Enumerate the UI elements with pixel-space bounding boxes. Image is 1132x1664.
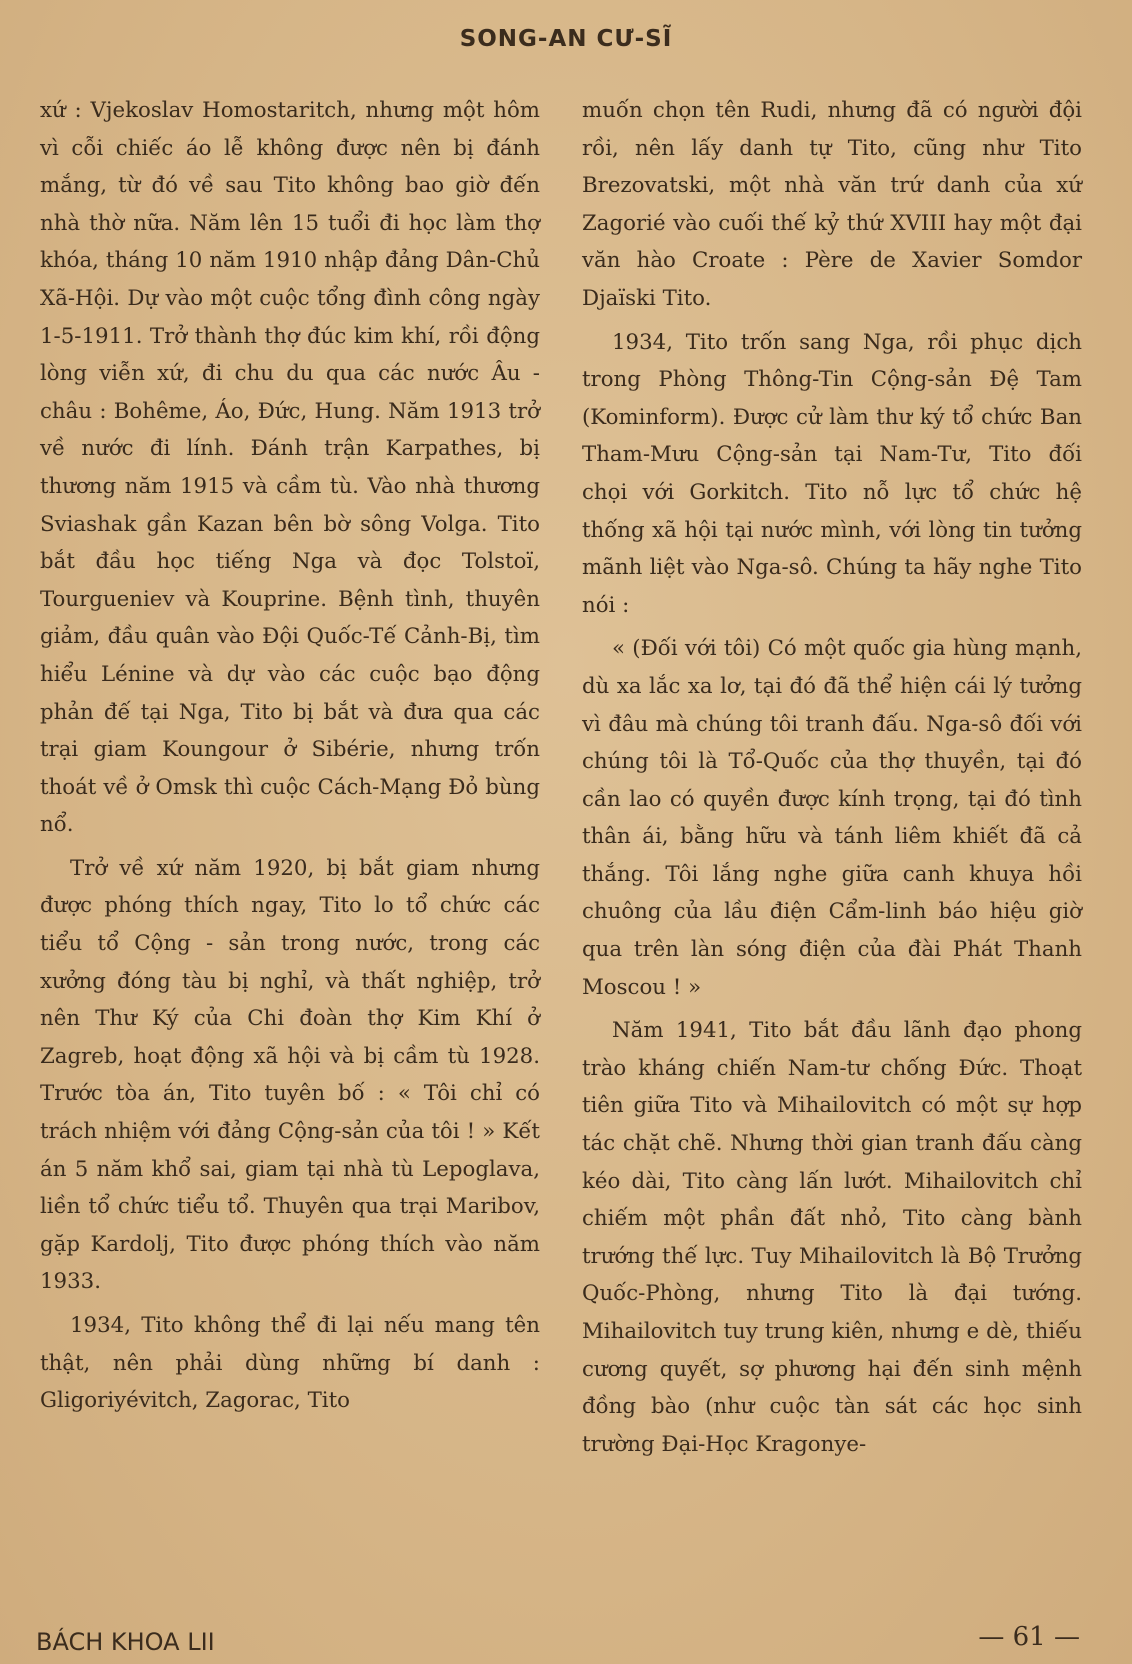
page-number: — 61 — xyxy=(978,1622,1080,1652)
quote-paragraph: « (Đối với tôi) Có một quốc gia hùng mạnh, dù xa lắc xa lơ, tại đó đã thể hiện cái lý tưởng vì đâu mà chúng tôi tranh đấu. Nga-sô đối với chúng tôi là Tổ-Quốc của thợ thuyền, tại đó cần lao có quyền được kính trọng, tại đó tình thân ái, bằng hữu và tánh liêm khiết đã cả thắng. Tôi lắng nghe giữa canh khuya hồi chuông của lầu điện Cẩm-linh báo hiệu giờ qua trên làn sóng điện của đài Phát Thanh Moscou ! » xyxy=(582,636,1082,1000)
paragraph: xứ : Vjekoslav Homostaritch, nhưng một hôm vì cỗi chiếc áo lễ không được nên bị đánh mắng, từ đó về sau Tito không bao giờ đến nhà thờ nữa. Năm lên 15 tuổi đi học làm thợ khóa, tháng 10 năm 1910 nhập đảng Dân-Chủ Xã-Hội. Dự vào một cuộc tổng đình công ngày 1-5-1911. Trở thành thợ đúc kim khí, rồi động lòng viễn xứ, đi chu du qua các nước Âu - châu : Bohême, Áo, Đức, Hung. Năm 1913 trở về nước đi lính. Đánh trận Karpathes, bị thương năm 1915 và cầm tù. Vào nhà thương Sviashak gần Kazan bên bờ sông Volga. Tito bắt đầu học tiếng Nga và đọc Tolstoï, Tourgueniev và Kouprine. Bệnh tình, thuyên giảm, đầu quân vào Đội Quốc-Tế Cảnh-Bị, tìm hiểu Lénine và dự vào các cuộc bạo động phản đế tại Nga, Tito bị bắt và đưa qua các trại giam Koungour ở Sibérie, nhưng trốn thoát về ở Omsk thì cuộc Cách-Mạng Đỏ bùng nổ. xyxy=(40,98,540,838)
paragraph: 1934, Tito trốn sang Nga, rồi phục dịch trong Phòng Thông-Tin Cộng-sản Đệ Tam (Kominform). Được cử làm thư ký tổ chức Ban Tham-Mưu Cộng-sản tại Nam-Tư, Tito đối chọi với Gorkitch. Tito nỗ lực tổ chức hệ thống xã hội tại nước mình, với lòng tin tưởng mãnh liệt vào Nga-sô. Chúng ta hãy nghe Tito nói : xyxy=(582,329,1082,618)
paragraph: Năm 1941, Tito bắt đầu lãnh đạo phong trào kháng chiến Nam-tư chống Đức. Thoạt tiên giữa Tito và Mihailovitch có một sự hợp tác chặt chẽ. Nhưng thời gian tranh đấu càng kéo dài, Tito càng lấn lướt. Mihailovitch chỉ chiếm một phần đất nhỏ, Tito càng bành trướng thế lực. Tuy Mihailovitch là Bộ Trưởng Quốc-Phòng, nhưng Tito là đại tướng. Mihailovitch tuy trung kiên, nhưng e dè, thiếu cương quyết, sợ phương hại đến sinh mệnh đồng bào (như cuộc tàn sát các học sinh trường Đại-Học Kragonye- xyxy=(582,1018,1082,1457)
left-column xyxy=(40,92,540,1426)
paragraph: muốn chọn tên Rudi, nhưng đã có người đội rồi, nên lấy danh tự Tito, cũng như Tito Brezovatski, một nhà văn trứ danh của xứ Zagorié vào cuối thế kỷ thứ XVIII hay một đại văn hào Croate : Père de Xavier Somdor Djaïski Tito. xyxy=(582,98,1082,311)
paragraph: 1934, Tito không thể đi lại nếu mang tên thật, nên phải dùng những bí danh : Gligoriyévitch, Zagorac, Tito xyxy=(40,1313,540,1414)
publication-name: BÁCH KHOA LII xyxy=(36,1628,215,1656)
right-column xyxy=(582,92,1082,1469)
running-title: SONG-AN CƯ-SĨ xyxy=(459,26,673,52)
paragraph: Trở về xứ năm 1920, bị bắt giam nhưng được phóng thích ngay, Tito lo tổ chức các tiểu tổ Cộng - sản trong nước, trong các xưởng đóng tàu bị nghỉ, và thất nghiệp, trở nên Thư Ký của Chi đoàn thợ Kim Khí ở Zagreb, hoạt động xã hội và bị cầm tù 1928. Trước tòa án, Tito tuyên bố : « Tôi chỉ có trách nhiệm với đảng Cộng-sản của tôi ! » Kết án 5 năm khổ sai, giam tại nhà tù Lepoglava, liền tổ chức tiểu tổ. Thuyên qua trại Maribov, gặp Kardolj, Tito được phóng thích vào năm 1933. xyxy=(40,855,540,1295)
